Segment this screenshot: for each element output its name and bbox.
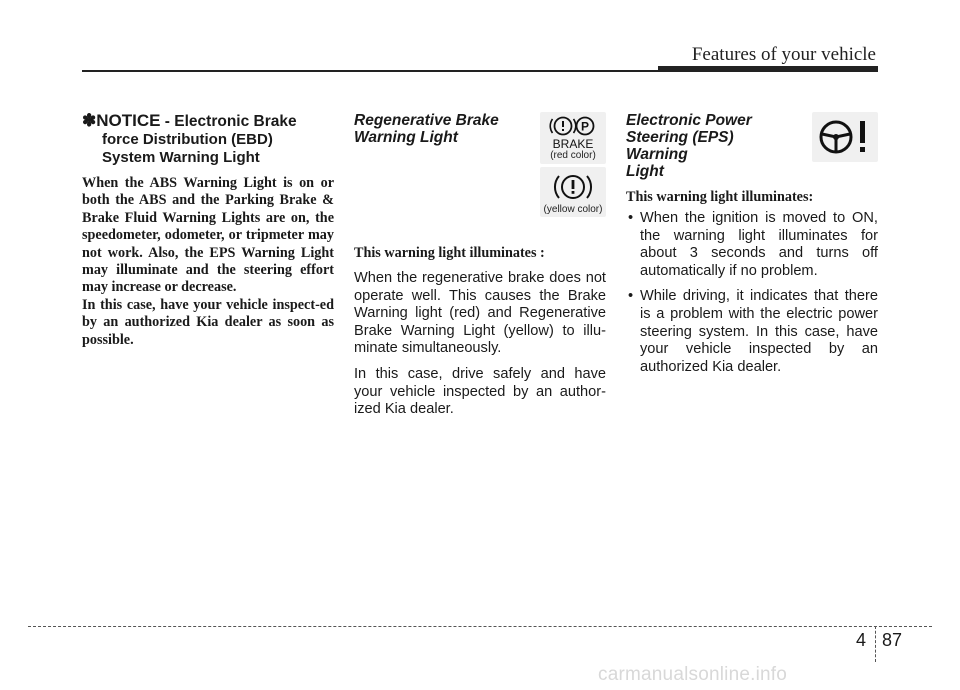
- red-color-caption: (red color): [550, 150, 596, 161]
- steering-wheel-exclamation-icon: [812, 112, 878, 162]
- notice-label: NOTICE: [96, 111, 161, 130]
- notice-title-line2: force Distribution (EBD): [102, 131, 273, 148]
- regen-lead: This warning light illuminates :: [354, 245, 545, 261]
- regen-paragraph: When the regenerative brake does not operate well. This causes the Brake Warning light (red) and Regenerative Brake Warning Light (yellow) to illu-minate simultaneously.: [354, 270, 606, 357]
- bullet-icon: •: [628, 288, 634, 305]
- yellow-color-caption: (yellow color): [543, 204, 603, 215]
- regen-paragraph: In this case, drive safely and have your vehicle inspected by an author-ized Kia dealer.: [354, 365, 606, 418]
- notice-column: [82, 112, 334, 349]
- brake-symbol-icon: [540, 112, 606, 152]
- svg-text:P: P: [580, 119, 590, 134]
- watermark: carmanualsonline.info: [598, 664, 788, 685]
- header-rule-accent: [658, 66, 878, 72]
- notice-paragraph: When the ABS Warning Light is on or both the ABS and the Parking Brake & Brake Fluid Warning Lights are on, the speedometer, odometer, or tripmeter may not work. Also, the EPS Warning Light may illuminate and the steering effort may increase or decrease.: [82, 175, 334, 296]
- svg-text:BRAKE: BRAKE: [552, 137, 594, 151]
- list-item: • While driving, it indicates that there is a problem with the electric power steering system. In this case, have your vehicle inspected by an authorized Kia dealer.: [628, 288, 878, 375]
- notice-paragraph: In this case, have your vehicle inspect-ed by an authorized Kia dealer as soon as possible.: [82, 296, 334, 348]
- footer-rule: [28, 626, 932, 627]
- exclamation-circle-icon: [540, 167, 606, 205]
- chapter-number: 4: [856, 630, 867, 650]
- eps-heading: Electronic Power Steering (EPS) Warning Light: [626, 112, 752, 180]
- page-number: 87: [882, 630, 903, 650]
- footer-separator: [875, 626, 876, 662]
- notice-title-line1: Electronic Brake: [174, 113, 297, 130]
- eps-lead: This warning light illuminates:: [626, 189, 814, 205]
- notice-heading: ✽NOTICE - Electronic Brake force Distribution (EBD) System Warning Light: [82, 112, 334, 167]
- eps-bullet-list: [626, 210, 878, 376]
- notice-title-line3: System Warning Light: [102, 149, 260, 166]
- notice-star-icon: ✽: [82, 111, 97, 130]
- list-item: • When the ignition is moved to ON, the warning light illuminates for about 3 seconds and turns off automatically if no problem.: [628, 210, 878, 279]
- page-header-title: Features of your vehicle: [691, 44, 876, 65]
- regen-brake-heading: Regenerative Brake Warning Light: [354, 112, 499, 146]
- eps-warning-icon: [812, 112, 878, 162]
- bullet-icon: •: [628, 210, 634, 226]
